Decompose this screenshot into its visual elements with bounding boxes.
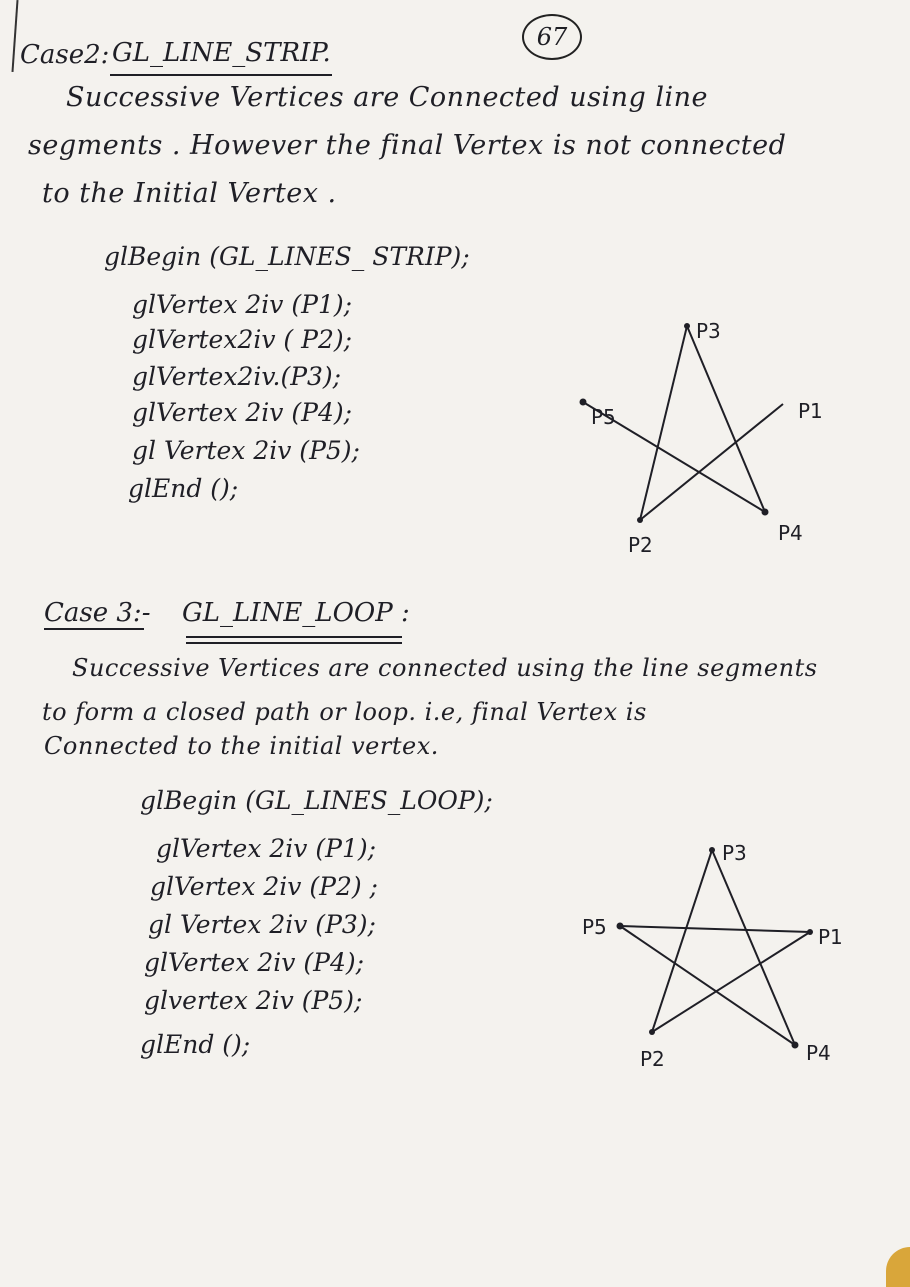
case3-code-line-1: glBegin (GL_LINES_LOOP); (140, 786, 493, 815)
label-p1: P1 (818, 925, 843, 949)
loop-segment-p2-p3 (652, 850, 712, 1032)
case3-text-line-1: Successive Vertices are connected using the line segments (72, 654, 818, 682)
label-p4: P4 (806, 1041, 831, 1065)
case2-code-line-4: glVertex2iv.(P3); (132, 362, 342, 391)
case2-code-line-6: gl Vertex 2iv (P5); (132, 436, 360, 465)
label-p1: P1 (798, 399, 823, 423)
label-p3: P3 (722, 841, 747, 865)
label-p3: P3 (696, 319, 721, 343)
case3-code-line-5: glVertex 2iv (P4); (144, 948, 365, 977)
case2-text-line-1: Successive Vertices are Connected using line (66, 82, 709, 113)
case3-code-line-7: glEnd (); (140, 1030, 251, 1059)
case2-text-line-2: segments . However the final Vertex is not connected (28, 130, 787, 161)
vertex-p3 (709, 847, 715, 853)
loop-segment-p1-p2 (652, 932, 810, 1032)
case2-title: GL_LINE_STRIP. (112, 38, 331, 68)
case2-text-line-3: to the Initial Vertex . (42, 178, 337, 209)
case3-code-line-3: glVertex 2iv (P2) ; (150, 872, 378, 901)
label-p5: P5 (591, 405, 616, 429)
vertex-p5 (617, 923, 624, 930)
case2-code-line-7: glEnd (); (128, 474, 239, 503)
case2-code-line-3: glVertex2iv ( P2); (132, 325, 353, 354)
case3-code-line-4: gl Vertex 2iv (P3); (148, 910, 376, 939)
case2-code-line-5: glVertex 2iv (P4); (132, 398, 353, 427)
loop-segment-p5-p1 (620, 926, 810, 932)
case3-heading: Case 3:- (44, 598, 151, 628)
label-p5: P5 (582, 915, 607, 939)
case3-code-line-2: glVertex 2iv (P1); (156, 834, 377, 863)
case3-title: GL_LINE_LOOP : (182, 598, 410, 628)
case2-code-line-1: glBegin (GL_LINES_ STRIP); (104, 242, 470, 271)
case2-code-line-2: glVertex 2iv (P1); (132, 290, 353, 319)
vertex-p2 (649, 1029, 655, 1035)
vertex-p4 (792, 1042, 799, 1049)
case3-text-line-2: to form a closed path or loop. i.e, final Vertex is (42, 698, 647, 726)
label-p4: P4 (778, 521, 803, 545)
case2-heading: Case2: (20, 40, 110, 70)
page-number: 67 (522, 14, 582, 60)
case3-text-line-3: Connected to the initial vertex. (44, 732, 439, 760)
label-p2: P2 (628, 533, 653, 557)
vertex-p1 (807, 929, 813, 935)
case3-code-line-6: glvertex 2iv (P5); (144, 986, 363, 1015)
label-p2: P2 (640, 1047, 665, 1071)
